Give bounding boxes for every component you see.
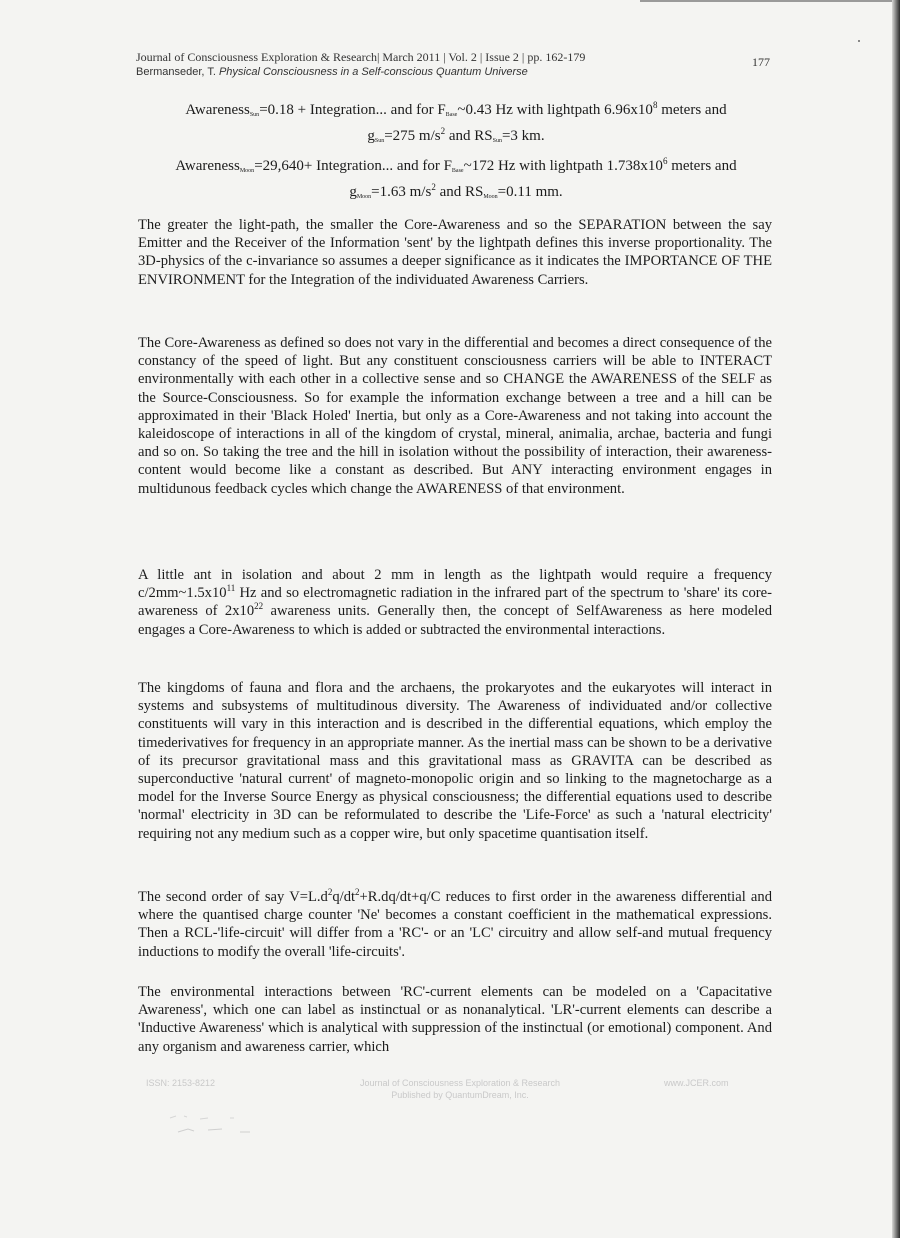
equation-sun-line-2: [136, 126, 776, 152]
scan-top-rule: [640, 0, 900, 2]
para-superscript: 2: [355, 887, 360, 898]
eq-text: and RS: [435, 184, 484, 200]
para-superscript: 22: [254, 601, 264, 612]
footer-publisher: Published by QuantumDream, Inc.: [391, 1090, 529, 1100]
paragraph-core-awareness: The Core-Awareness as defined so does not vary in the differential and becomes a direct consequence of the constancy of the speed of light. But any constituent consciousness carriers will be able to INTERACT environmentally with each other in a collective sense and so CHANGE the AWARENESS of the SELF as the Source-Consciousness. So for example the information exchange between a tree and a hill can be approximated in their 'Black Holed' Inertia, but only as a Core-Awareness and not taking into account the kaleidoscope of interactions in all of the kingdom of crystal, mineral, animalia, archae, bacteria and fungi and so on. So taking the tree and the hill in isolation without the possibility of interaction, their awareness-content would become like a constant as described. But ANY interacting environment engages in multidunous feedback cycles which change the AWARENESS of that environment.: [138, 335, 772, 497]
eq-text: and RS: [445, 128, 493, 144]
eq-text: Awareness: [185, 102, 250, 118]
eq-text: Awareness: [175, 158, 240, 174]
footer-journal-block: [340, 1077, 580, 1101]
eq-text: meters and: [667, 158, 737, 174]
eq-subscript: Moon: [356, 194, 372, 200]
eq-subscript: Base: [451, 168, 464, 174]
eq-subscript: Sun: [249, 112, 260, 118]
author-name: Bermanseder, T.: [136, 66, 216, 78]
eq-text: g: [349, 184, 357, 200]
paragraph-kingdoms: The kingdoms of fauna and flora and the archaens, the prokaryotes and the eukaryotes will interact in systems and subsystems of multitudinous diversity. The Awareness of individuated and/or collective constituents will vary in this interaction and is described in the differential equations, which employ the timederivatives for frequency in an appropriate manner. As the inertial mass can be shown to be a derivative of its precursor gravitational mass and this gravitational mass as GRAVITA can be described as superconductive 'natural current' of magneto-monopolic origin and so linking to the magnetocharge as a model for the Inverse Source Energy as physical consciousness; the differential equations used to describe 'normal' electricity in 3D can be reformulated to describe the 'Life-Force' as such a 'natural electricity' requiring not any medium such as a copper wire, but only spacetime quantisation itself.: [138, 680, 772, 842]
equation-moon-line-2: [136, 182, 776, 208]
eq-superscript: 2: [431, 182, 436, 192]
equation-sun: [136, 100, 776, 152]
eq-text: ~172 Hz with lightpath 1.738x10: [463, 158, 663, 174]
eq-text: =3 km.: [501, 128, 545, 144]
eq-subscript: Moon: [239, 168, 255, 174]
eq-text: ~0.43 Hz with lightpath 6.96x10: [457, 102, 653, 118]
eq-text: meters and: [657, 102, 727, 118]
para-text: A little ant in isolation and about 2 mm in length as the lightpath would require a frequency c/2mm~1.5x10: [138, 567, 772, 602]
eq-subscript: Sun: [374, 138, 385, 144]
paragraph-second-order: [138, 888, 772, 961]
eq-subscript: Moon: [483, 194, 498, 200]
footer-website[interactable]: www.JCER.com: [664, 1078, 729, 1088]
running-header: [136, 50, 776, 80]
para-text: q/dt: [332, 889, 356, 905]
eq-superscript: 2: [440, 126, 446, 136]
eq-text: =29,640+ Integration... and for F: [254, 158, 452, 174]
eq-subscript: Base: [445, 112, 458, 118]
footer-journal: Journal of Consciousness Exploration & Research: [359, 1078, 561, 1088]
article-title: Physical Consciousness in a Self-conscious Quantum Universe: [218, 66, 528, 78]
para-text: Hz and so electromagnetic radiation in the infrared part of the spectrum to 'share' its core-awareness of 2x10: [138, 585, 772, 620]
scan-edge-shadow: [892, 0, 900, 1238]
para-text: awareness units. Generally then, the concept of SelfAwareness as here modeled engages a Core-Awareness to which is added or subtracted the environmental interactions.: [138, 603, 772, 638]
eq-text: =0.11 mm.: [497, 184, 563, 200]
paragraph-light-path: The greater the light-path, the smaller the Core-Awareness and so the SEPARATION between the say Emitter and the Receiver of the Information 'sent' by the lightpath defines this inverse proportionality. The 3D-physics of the c-invariance so assumes a deeper significance as it indicates the IMPORTANCE OF THE ENVIRONMENT for the Integration of the individuated Awareness Carriers.: [138, 217, 772, 288]
para-text: The second order of say V=L.d: [138, 889, 328, 905]
eq-superscript: 6: [662, 156, 668, 166]
paragraph-environmental-interactions: The environmental interactions between 'RC'-current elements can be modeled on a 'Capacitative Awareness', which one can label as instinctual or as nonanalytical. 'LR'-current elements can describe a 'Inductive Awareness' which is analytical with suppression of the instinctual (or emotional) component. And any organism and awareness carrier, which: [138, 984, 772, 1055]
equation-moon: [136, 156, 776, 208]
journal-citation: Journal of Consciousness Exploration & Research| March 2011 | Vol. 2 | Issue 2 | pp. 162-179: [136, 50, 586, 64]
equation-moon-line-1: [136, 156, 776, 182]
para-superscript: 2: [327, 887, 333, 898]
page-number: 177: [752, 55, 770, 69]
eq-subscript: Sun: [492, 138, 502, 144]
scan-artifact-marks: [160, 1110, 270, 1140]
eq-text: =275 m/s: [384, 128, 441, 144]
eq-text: g: [367, 128, 375, 144]
scan-speck: [858, 40, 860, 42]
paragraph-ant-example: [138, 566, 772, 639]
eq-text: =0.18 + Integration... and for F: [259, 102, 446, 118]
para-text: +R.dq/dt+q/C reduces to first order in the awareness differential and where the quantised charge counter 'Ne' becomes a constant coefficient in the mathematical expressions. Then a RCL-'life-circuit' will differ from a 'RC'- or an 'LC' circuitry and allow self-and mutual frequency inductions to modify the overall 'life-circuits'.: [138, 889, 772, 960]
eq-superscript: 8: [652, 100, 658, 110]
para-superscript: 11: [226, 583, 236, 594]
equation-sun-line-1: [136, 100, 776, 126]
author-title-line: [136, 65, 776, 80]
eq-text: =1.63 m/s: [371, 184, 432, 200]
footer-issn: ISSN: 2153-8212: [146, 1078, 216, 1088]
